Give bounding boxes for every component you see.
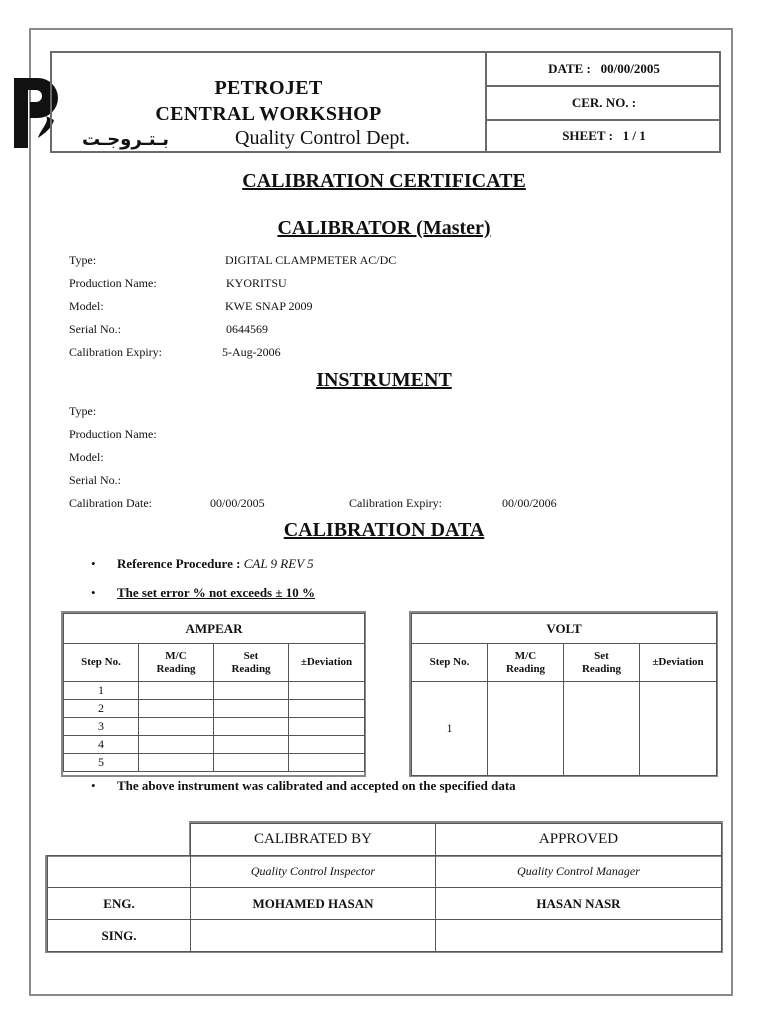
ampear-col-set-line1: Set [243,649,259,662]
ampear-step-cell: 4 [64,736,139,754]
reference-procedure-value: CAL 9 REV 5 [243,556,314,571]
reference-procedure [117,556,314,572]
volt-mc-cell [488,682,564,776]
volt-col-set-line1: Set [594,649,609,662]
ampear-set-cell [214,736,289,754]
volt-col-step: Step No. [412,644,488,682]
bullet-dot: • [91,556,96,571]
set-error-note: The set error % not exceeds ± 10 % [117,585,316,600]
ampear-set-cell [214,682,289,700]
ampear-mc-cell [139,736,214,754]
volt-col-mc-line1: M/C [514,649,537,662]
calibrator-expiry-value: 5-Aug-2006 [222,345,281,359]
table-row [64,754,365,772]
table-row [64,718,365,736]
eng-label: ENG. [48,888,191,920]
volt-set-cell [564,682,640,776]
header-company-cell [52,53,487,151]
volt-col-set [564,644,640,682]
calibrator-serial-value: 0644569 [226,322,268,336]
instrument-cal-date-label: Calibration Date: [69,496,152,510]
accepted-note: The above instrument was calibrated and accepted on the specified data [117,778,516,793]
table-row [64,736,365,754]
calibrator-production-label: Production Name: [69,276,157,290]
date-label: DATE : [548,61,591,76]
calibrated-role: Quality Control Inspector [191,856,436,888]
ampear-col-set-line2: Reading [231,662,271,675]
ampear-set-cell [214,700,289,718]
ampear-dev-cell [289,682,365,700]
sheet-value: 1 / 1 [622,128,646,143]
ampear-dev-cell [289,736,365,754]
instrument-serial-label: Serial No.: [69,473,121,487]
ampear-step-cell: 3 [64,718,139,736]
arabic-company-name: بـتـروجـت [82,129,169,150]
calibrator-model-value: KWE SNAP 2009 [225,299,313,313]
ampear-table [63,613,365,772]
instrument-type-label: Type: [69,404,97,418]
cer-no-label: CER. NO. : [571,95,637,110]
volt-col-deviation: ±Deviation [640,644,717,682]
calibrator-expiry-label: Calibration Expiry: [69,345,162,359]
ampear-col-step: Step No. [64,644,139,682]
volt-col-set-line2: Reading [581,662,622,675]
calibrated-signature-cell [191,920,436,952]
ampear-dev-cell [289,700,365,718]
sheet-cell [487,121,721,151]
volt-table [411,613,717,776]
company-name: PETROJET [214,77,323,99]
table-row [64,700,365,718]
cer-no-cell [487,87,721,121]
calibrator-type-value: DIGITAL CLAMPMETER AC/DC [225,253,397,267]
sheet-label: SHEET : [562,128,613,143]
ampear-dev-cell [289,718,365,736]
department-name: Quality Control Dept. [235,127,410,149]
role-label-cell [48,856,191,888]
certificate-title: CALIBRATION CERTIFICATE [242,170,526,192]
approved-role: Quality Control Manager [436,856,722,888]
approved-header: APPROVED [436,824,722,856]
ampear-mc-cell [139,700,214,718]
ampear-step-cell: 5 [64,754,139,772]
reference-procedure-label: Reference Procedure : [117,556,241,571]
signoff-table [47,823,722,952]
date-value: 00/00/2005 [600,61,660,76]
calibrator-production-value: KYORITSU [226,276,287,290]
ampear-mc-cell [139,718,214,736]
calibrator-heading: CALIBRATOR (Master) [277,217,491,239]
workshop-name: CENTRAL WORKSHOP [155,103,382,125]
ampear-col-deviation: ±Deviation [289,644,365,682]
approved-signature-cell [436,920,722,952]
ampear-mc-cell [139,682,214,700]
calibrated-by-header: CALIBRATED BY [191,824,436,856]
ampear-col-mc-line1: M/C [165,649,187,662]
volt-step-cell: 1 [412,682,488,776]
date-cell [487,53,721,87]
ampear-step-cell: 1 [64,682,139,700]
instrument-cal-date-value: 00/00/2005 [210,496,265,510]
instrument-cal-expiry-label: Calibration Expiry: [349,496,442,510]
ampear-step-cell: 2 [64,700,139,718]
instrument-production-label: Production Name: [69,427,157,441]
volt-dev-cell [640,682,717,776]
calibrator-model-label: Model: [69,299,104,313]
instrument-heading: INSTRUMENT [316,369,452,391]
header-box [50,51,721,153]
ampear-col-set [214,644,289,682]
table-row [412,682,717,776]
ampear-col-mc [139,644,214,682]
calibrator-serial-label: Serial No.: [69,322,121,336]
volt-title: VOLT [412,614,717,644]
ampear-title: AMPEAR [64,614,365,644]
sing-label: SING. [48,920,191,952]
ampear-col-mc-line2: Reading [156,662,196,675]
calibration-data-heading: CALIBRATION DATA [283,519,485,541]
bullet-dot: • [91,778,96,793]
ampear-dev-cell [289,754,365,772]
volt-col-mc [488,644,564,682]
volt-col-mc-line2: Reading [505,662,546,675]
instrument-model-label: Model: [69,450,104,464]
instrument-cal-expiry-value: 00/00/2006 [502,496,557,510]
calibrated-name: MOHAMED HASAN [191,888,436,920]
ampear-mc-cell [139,754,214,772]
table-row [64,682,365,700]
signoff-corner [48,824,191,856]
calibrator-type-label: Type: [69,253,97,267]
approved-name: HASAN NASR [436,888,722,920]
bullet-dot: • [91,585,96,600]
ampear-set-cell [214,718,289,736]
ampear-set-cell [214,754,289,772]
